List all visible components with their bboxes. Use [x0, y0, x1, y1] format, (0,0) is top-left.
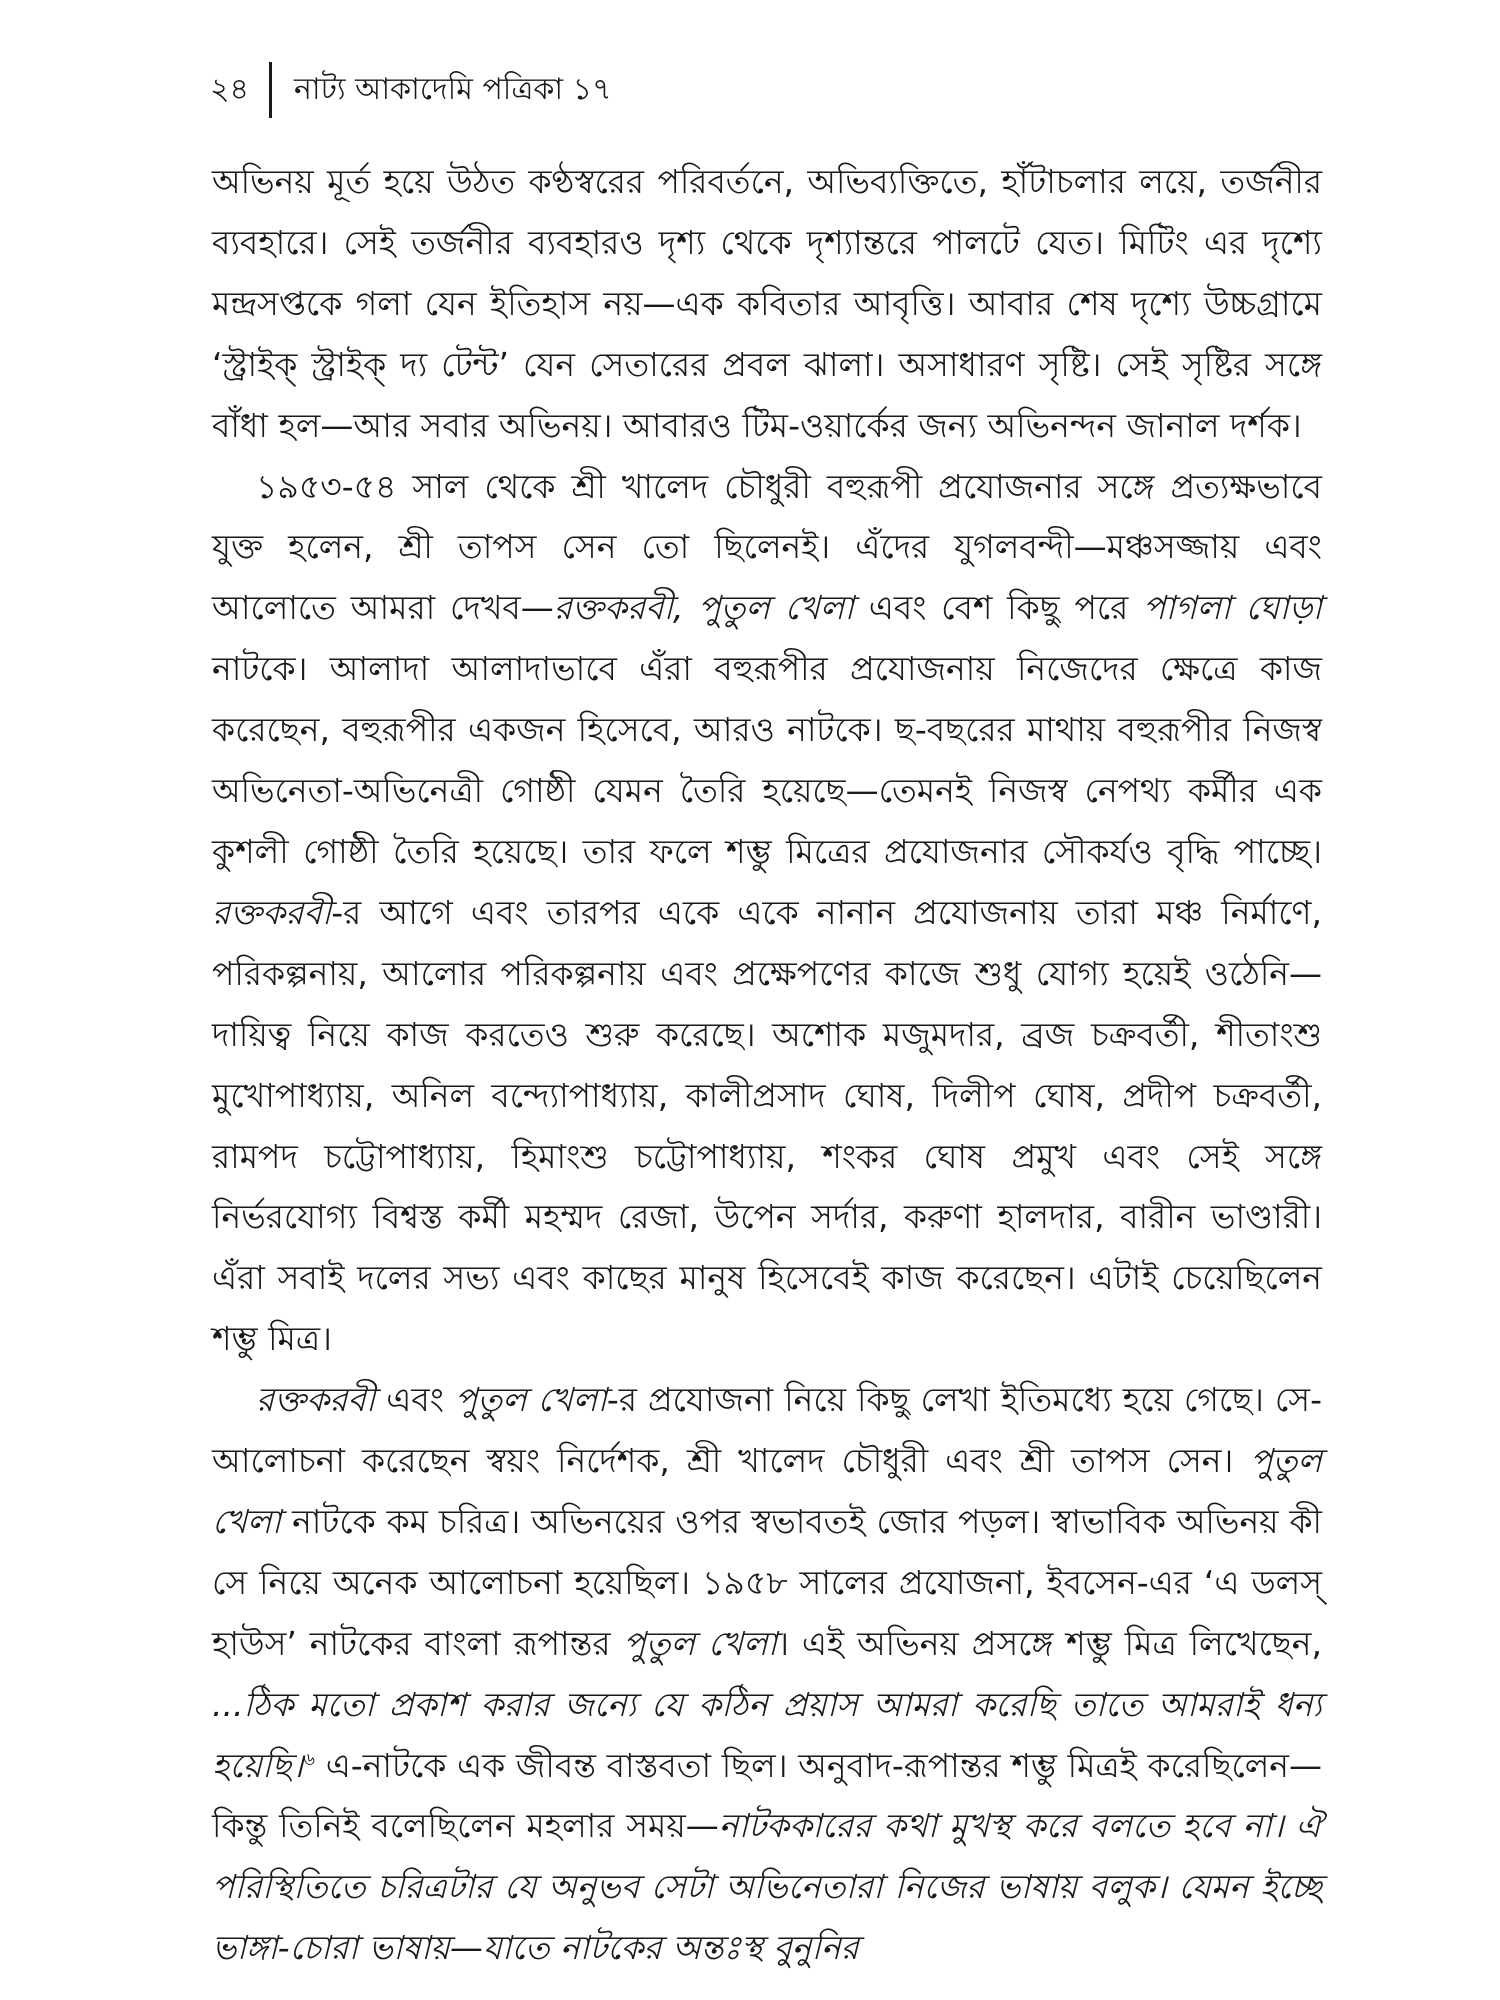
play-title: রক্তকরবী [212, 892, 332, 932]
play-title: রক্তকরবী, পুতুল খেলা [553, 588, 854, 628]
play-title: পুতুল খেলা [212, 1441, 1322, 1541]
running-head [210, 62, 612, 118]
play-title: পুতুল খেলা [454, 1380, 607, 1420]
body-text [212, 152, 1322, 1979]
paragraph-3: রক্তকরবী এবং পুতুল খেলা-র প্রযোজনা নিয়ে কিছু লেখা ইতিমধ্যে হয়ে গেছে। সে-আলোচনা করেছেন স্বয়ং নির্দেশক, শ্রী খালেদ চৌধুরী এবং শ্রী তাপস সেন। পুতুল খেলা নাটকে কম চরিত্র। অভিনয়ের ওপর স্বভাবতই জোর পড়ল। স্বাভাবিক অভিনয় কী সে নিয়ে অনেক আলোচনা হয়েছিল। ১৯৫৮ সালের প্রযোজনা, ইবসেন-এর ‘এ ডলস্ হাউস’ নাটকের বাংলা রূপান্তর পুতুল খেলা। এই অভিনয় প্রসঙ্গে শম্ভু মিত্র লিখেছেন, ...ঠিক মতো প্রকাশ করার জন্যে যে কঠিন প্রয়াস আমরা করেছি তাতে আমরাই ধন্য হয়েছি।$^৬$ এ-নাটকে এক জীবন্ত বাস্তবতা ছিল। অনুবাদ-রূপান্তর শম্ভু মিত্রই করেছিলেন—কিন্তু তিনিই বলেছিলেন মহলার সময়—নাটককারের কথা মুখস্থ করে বলতে হবে না। ঐ পরিস্থিতিতে চরিত্রটার যে অনুভব সেটা অভিনেতারা নিজের ভাষায় বলুক। যেমন ইচ্ছে ভাঙ্গা-চোরা ভাষায়—যাতে নাটকের অন্তঃস্থ বুনুনির [212, 1380, 1322, 1968]
quotation: নাটককারের কথা মুখস্থ করে বলতে হবে না। ঐ পরিস্থিতিতে চরিত্রটার যে অনুভব সেটা অভিনেতারা নিজের ভাষায় বলুক। যেমন ইচ্ছে ভাঙ্গা-চোরা ভাষায়—যাতে নাটকের অন্তঃস্থ বুনুনির [212, 1806, 1322, 1968]
page-number: ২৪ [210, 72, 249, 107]
play-title: পাগলা ঘোড়া [1143, 588, 1323, 628]
quotation: ...ঠিক মতো প্রকাশ করার জন্যে যে কঠিন প্রয়াস আমরা করেছি তাতে আমরাই ধন্য হয়েছি। [212, 1684, 1322, 1785]
header-divider [269, 62, 272, 118]
play-title: পুতুল খেলা [623, 1623, 778, 1663]
footnote-marker: ৬ [303, 1748, 315, 1770]
paragraph-2: ১৯৫৩-৫৪ সাল থেকে শ্রী খালেদ চৌধুরী বহুরূপী প্রযোজনার সঙ্গে প্রত্যক্ষভাবে যুক্ত হলেন, শ্রী তাপস সেন তো ছিলেনই। এঁদের যুগলবন্দী—মঞ্চসজ্জায় এবং আলোতে আমরা দেখব—রক্তকরবী, পুতুল খেলা এবং বেশ কিছু পরে পাগলা ঘোড়া নাটকে। আলাদা আলাদাভাবে এঁরা বহুরূপীর প্রযোজনায় নিজেদের ক্ষেত্রে কাজ করেছেন, বহুরূপীর একজন হিসেবে, আরও নাটকে। ছ-বছরের মাথায় বহুরূপীর নিজস্ব অভিনেতা-অভিনেত্রী গোষ্ঠী যেমন তৈরি হয়েছে—তেমনই নিজস্ব নেপথ্য কর্মীর এক কুশলী গোষ্ঠী তৈরি হয়েছে। তার ফলে শম্ভু মিত্রের প্রযোজনার সৌকর্যও বৃদ্ধি পাচ্ছে। রক্তকরবী-র আগে এবং তারপর একে একে নানান প্রযোজনায় তারা মঞ্চ নির্মাণে, পরিকল্পনায়, আলোর পরিকল্পনায় এবং প্রক্ষেপণের কাজে শুধু যোগ্য হয়েই ওঠেনি—দায়িত্ব নিয়ে কাজ করতেও শুরু করেছে। অশোক মজুমদার, ব্রজ চক্রবর্তী, শীতাংশু মুখোপাধ্যায়, অনিল বন্দ্যোপাধ্যায়, কালীপ্রসাদ ঘোষ, দিলীপ ঘোষ, প্রদীপ চক্রবর্তী, রামপদ চট্টোপাধ্যায়, হিমাংশু চট্টোপাধ্যায়, শংকর ঘোষ প্রমুখ এবং সেই সঙ্গে নির্ভরযোগ্য বিশ্বস্ত কর্মী মহম্মদ রেজা, উপেন সর্দার, করুণা হালদার, বারীন ভাণ্ডারী। এঁরা সবাই দলের সভ্য এবং কাছের মানুষ হিসেবেই কাজ করেছেন। এটাই চেয়েছিলেন শম্ভু মিত্র। [212, 466, 1323, 1359]
paragraph-1: অভিনয় মূর্ত হয়ে উঠত কণ্ঠস্বরের পরিবর্তনে, অভিব্যক্তিতে, হাঁটাচলার লয়ে, তর্জনীর ব্যবহারে। সেই তর্জনীর ব্যবহারও দৃশ্য থেকে দৃশ্যান্তরে পালটে যেত। মিটিং এর দৃশ্যে মন্দ্রসপ্তকে গলা যেন ইতিহাস নয়—এক কবিতার আবৃত্তি। আবার শেষ দৃশ্যে উচ্চগ্রামে ‘স্ট্রাইক্ স্ট্রাইক্ দ্য টেন্ট’ যেন সেতারের প্রবল ঝালা। অসাধারণ সৃষ্টি। সেই সৃষ্টির সঙ্গে বাঁধা হল—আর সবার অভিনয়। আবারও টিম-ওয়ার্কের জন্য অভিনন্দন জানাল দর্শক। [212, 162, 1322, 445]
journal-title: নাট্য আকাদেমি পত্রিকা ১৭ [293, 72, 612, 107]
play-title: রক্তকরবী [256, 1380, 376, 1420]
